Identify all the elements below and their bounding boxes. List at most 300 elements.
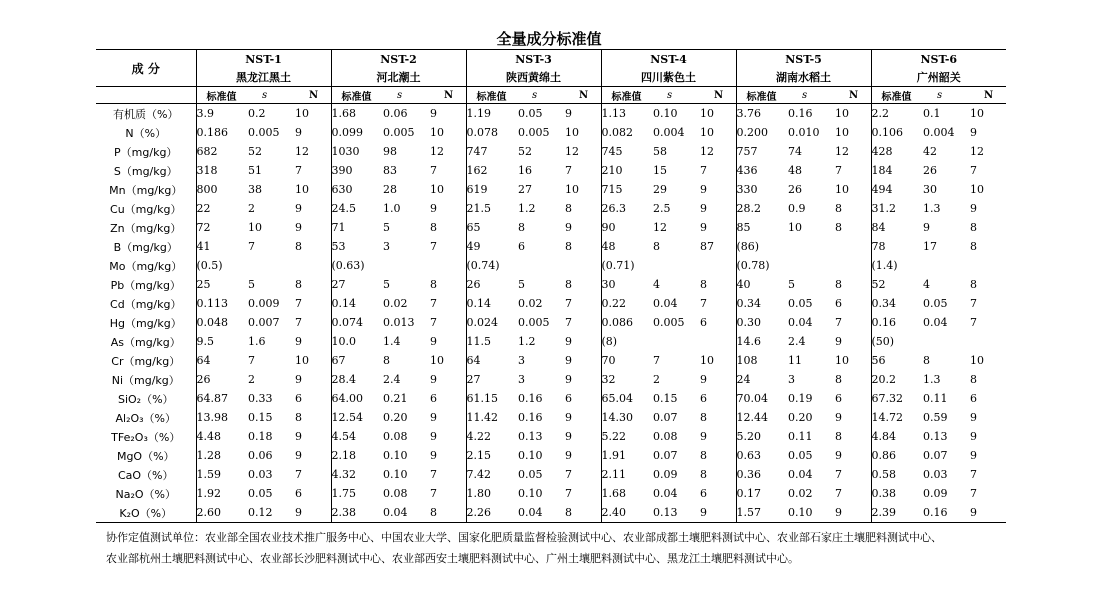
sample-count: 7 bbox=[970, 468, 977, 481]
sample-name-cell bbox=[331, 68, 466, 87]
table-row bbox=[96, 408, 1006, 427]
standard-value: 85 bbox=[736, 218, 788, 237]
std-deviation: 0.33 bbox=[248, 392, 273, 405]
standard-value: 49 bbox=[466, 237, 518, 256]
standard-value: 32 bbox=[601, 370, 653, 389]
std-deviation: 26 bbox=[923, 164, 937, 177]
sample-count: 12 bbox=[700, 145, 714, 158]
sample-count: 9 bbox=[970, 503, 1006, 523]
standard-value: 64 bbox=[466, 351, 518, 370]
sample-name: 四川紫色土 bbox=[641, 71, 696, 84]
sample-count: 7 bbox=[835, 164, 842, 177]
sample-count: 7 bbox=[430, 316, 437, 329]
sample-count: 6 bbox=[295, 392, 302, 405]
std-deviation: 0.1 bbox=[923, 107, 941, 120]
std-deviation: 0.20 bbox=[383, 411, 408, 424]
table-row bbox=[96, 313, 1006, 332]
subheader-standard: 标准值 bbox=[736, 87, 788, 104]
sample-count: 9 bbox=[565, 449, 572, 462]
standard-value: 40 bbox=[736, 275, 788, 294]
blank-subheader bbox=[96, 87, 196, 104]
standard-value: 0.078 bbox=[466, 123, 518, 142]
header-row-subcolumns bbox=[96, 87, 1006, 104]
standard-value: (1.4) bbox=[871, 256, 923, 275]
standard-value: 0.34 bbox=[871, 294, 923, 313]
std-deviation: 0.08 bbox=[383, 487, 408, 500]
standard-value: 747 bbox=[466, 142, 518, 161]
table-row bbox=[96, 351, 1006, 370]
sample-count: 9 bbox=[835, 411, 842, 424]
std-deviation: 0.08 bbox=[383, 430, 408, 443]
std-deviation: 3 bbox=[788, 373, 795, 386]
std-deviation: 0.05 bbox=[248, 487, 273, 500]
std-deviation: 0.13 bbox=[923, 430, 948, 443]
sample-count: 7 bbox=[700, 164, 707, 177]
standard-value: 26 bbox=[466, 275, 518, 294]
sample-count: 9 bbox=[970, 411, 977, 424]
component-name: Pb（mg/kg） bbox=[110, 278, 181, 292]
std-deviation: 0.05 bbox=[518, 468, 543, 481]
footer-line-2: 农业部杭州土壤肥料测试中心、农业部长沙肥料测试中心、农业部西安土壤肥料测试中心、广州土壤肥料测试中心、黑龙江土壤肥料测试中心。 bbox=[106, 552, 799, 565]
std-deviation: 0.05 bbox=[518, 107, 543, 120]
standard-value: 2.18 bbox=[331, 446, 383, 465]
standard-value: 4.48 bbox=[196, 427, 248, 446]
subheader-s: s bbox=[923, 87, 970, 104]
sample-count: 12 bbox=[970, 145, 984, 158]
std-deviation: 3 bbox=[518, 373, 525, 386]
std-deviation: 0.19 bbox=[788, 392, 813, 405]
sample-count: 10 bbox=[970, 354, 984, 367]
sample-name-cell bbox=[196, 68, 331, 87]
std-deviation: 11 bbox=[788, 354, 802, 367]
standard-value: 0.14 bbox=[331, 294, 383, 313]
standard-value: 26.3 bbox=[601, 199, 653, 218]
std-deviation: 30 bbox=[923, 183, 937, 196]
standard-value: 25 bbox=[196, 275, 248, 294]
std-deviation: 0.06 bbox=[248, 449, 273, 462]
std-deviation: 6 bbox=[518, 240, 525, 253]
sample-count: 9 bbox=[835, 503, 871, 523]
std-deviation: 0.004 bbox=[653, 126, 685, 139]
table-row bbox=[96, 427, 1006, 446]
std-deviation bbox=[518, 256, 565, 275]
sample-count: 7 bbox=[295, 297, 302, 310]
sample-count: 10 bbox=[970, 107, 984, 120]
subheader-n: N bbox=[565, 87, 601, 104]
standard-value: 4.84 bbox=[871, 427, 923, 446]
sample-name-cell bbox=[871, 68, 1006, 87]
sample-count: 6 bbox=[700, 316, 707, 329]
standard-value: 21.5 bbox=[466, 199, 518, 218]
sample-count: 9 bbox=[970, 202, 977, 215]
standard-value: 65.04 bbox=[601, 389, 653, 408]
standard-value: 0.082 bbox=[601, 123, 653, 142]
std-deviation: 2.4 bbox=[383, 373, 401, 386]
standard-value: 800 bbox=[196, 180, 248, 199]
std-deviation: 0.10 bbox=[788, 503, 835, 523]
standard-value: 2.39 bbox=[871, 503, 923, 523]
sample-name-cell bbox=[736, 68, 871, 87]
standard-value: 67.32 bbox=[871, 389, 923, 408]
standard-value: 0.17 bbox=[736, 484, 788, 503]
sample-count: 7 bbox=[295, 316, 302, 329]
table-row bbox=[96, 256, 1006, 275]
standard-value: 108 bbox=[736, 351, 788, 370]
standard-value: 0.024 bbox=[466, 313, 518, 332]
standard-value: 4.54 bbox=[331, 427, 383, 446]
sample-name: 湖南水稻土 bbox=[776, 71, 831, 84]
standard-value: 52 bbox=[871, 275, 923, 294]
sample-count: 8 bbox=[835, 430, 842, 443]
std-deviation: 0.16 bbox=[923, 503, 970, 523]
sample-count: 6 bbox=[835, 297, 842, 310]
std-deviation: 52 bbox=[518, 145, 532, 158]
std-deviation: 1.2 bbox=[518, 202, 536, 215]
sample-count: 7 bbox=[970, 164, 977, 177]
standard-value: 0.63 bbox=[736, 446, 788, 465]
standard-value: 2.60 bbox=[196, 503, 248, 523]
std-deviation: 0.04 bbox=[653, 297, 678, 310]
sample-code: NST-4 bbox=[601, 50, 736, 69]
sample-count: 9 bbox=[295, 373, 302, 386]
standard-value: 428 bbox=[871, 142, 923, 161]
std-deviation: 0.005 bbox=[518, 316, 550, 329]
subheader-n: N bbox=[835, 87, 871, 104]
table-row bbox=[96, 199, 1006, 218]
std-deviation: 0.005 bbox=[383, 126, 415, 139]
standard-value: 630 bbox=[331, 180, 383, 199]
standard-value: 4.32 bbox=[331, 465, 383, 484]
sample-count: 12 bbox=[565, 145, 579, 158]
sample-count: 9 bbox=[295, 221, 302, 234]
sample-count: 7 bbox=[835, 487, 842, 500]
standard-value: 390 bbox=[331, 161, 383, 180]
sample-count: 9 bbox=[295, 335, 302, 348]
std-deviation: 0.11 bbox=[788, 430, 813, 443]
standard-value: 162 bbox=[466, 161, 518, 180]
sample-count: 10 bbox=[970, 183, 984, 196]
std-deviation bbox=[383, 256, 430, 275]
standard-value: 14.30 bbox=[601, 408, 653, 427]
standard-value: 14.72 bbox=[871, 408, 923, 427]
sample-count: 9 bbox=[565, 221, 572, 234]
standard-value: 13.98 bbox=[196, 408, 248, 427]
std-deviation: 0.07 bbox=[653, 411, 678, 424]
sample-count: 10 bbox=[835, 354, 849, 367]
standard-value: 0.074 bbox=[331, 313, 383, 332]
standard-value: 494 bbox=[871, 180, 923, 199]
sample-count: 10 bbox=[835, 183, 849, 196]
table-row bbox=[96, 161, 1006, 180]
sample-count: 9 bbox=[700, 430, 707, 443]
std-deviation: 0.02 bbox=[788, 487, 813, 500]
sample-count: 7 bbox=[430, 468, 437, 481]
table-row bbox=[96, 142, 1006, 161]
std-deviation: 0.08 bbox=[653, 430, 678, 443]
std-deviation bbox=[788, 256, 835, 275]
standard-value: 330 bbox=[736, 180, 788, 199]
standard-value: 64.87 bbox=[196, 389, 248, 408]
subheader-standard: 标准值 bbox=[466, 87, 518, 104]
standard-value: 210 bbox=[601, 161, 653, 180]
table-row bbox=[96, 294, 1006, 313]
sample-name-cell bbox=[466, 68, 601, 87]
standard-value: 12.44 bbox=[736, 408, 788, 427]
component-name: Hg（mg/kg） bbox=[109, 316, 182, 330]
std-deviation: 0.15 bbox=[653, 392, 678, 405]
std-deviation: 0.005 bbox=[518, 126, 550, 139]
subheader-s: s bbox=[518, 87, 565, 104]
std-deviation: 58 bbox=[653, 145, 667, 158]
std-deviation: 15 bbox=[653, 164, 667, 177]
std-deviation: 0.9 bbox=[788, 202, 806, 215]
sample-count: 9 bbox=[970, 126, 977, 139]
sample-count: 12 bbox=[430, 145, 444, 158]
table-row bbox=[96, 218, 1006, 237]
table-row bbox=[96, 123, 1006, 142]
std-deviation: 0.18 bbox=[248, 430, 273, 443]
component-name: Cu（mg/kg） bbox=[110, 202, 182, 216]
subheader-standard: 标准值 bbox=[331, 87, 383, 104]
std-deviation: 0.10 bbox=[518, 449, 543, 462]
table-row bbox=[96, 104, 1006, 124]
table-row bbox=[96, 446, 1006, 465]
component-name: Zn（mg/kg） bbox=[110, 221, 182, 235]
standard-value: 24 bbox=[736, 370, 788, 389]
std-deviation: 0.09 bbox=[653, 468, 678, 481]
component-name: 有机质（%） bbox=[113, 107, 179, 121]
std-deviation: 2 bbox=[248, 202, 255, 215]
standard-value: 0.16 bbox=[871, 313, 923, 332]
std-deviation: 0.10 bbox=[383, 449, 408, 462]
standard-value: 0.099 bbox=[331, 123, 383, 142]
std-deviation: 0.03 bbox=[248, 468, 273, 481]
std-deviation: 28 bbox=[383, 183, 397, 196]
sample-count: 9 bbox=[430, 430, 437, 443]
sample-count: 7 bbox=[295, 164, 302, 177]
standard-value: 3.9 bbox=[196, 104, 248, 124]
standard-value: 70.04 bbox=[736, 389, 788, 408]
sample-count: 9 bbox=[565, 354, 572, 367]
standard-value: (8) bbox=[601, 332, 653, 351]
standard-value: 3.76 bbox=[736, 104, 788, 124]
sample-count: 10 bbox=[430, 183, 444, 196]
std-deviation: 0.20 bbox=[788, 411, 813, 424]
sample-count: 7 bbox=[430, 240, 437, 253]
sample-count: 10 bbox=[430, 354, 444, 367]
standard-value: 53 bbox=[331, 237, 383, 256]
sample-count: 10 bbox=[700, 126, 714, 139]
standard-value: 619 bbox=[466, 180, 518, 199]
sample-count: 8 bbox=[295, 278, 302, 291]
standard-value: 64 bbox=[196, 351, 248, 370]
sample-count: 9 bbox=[700, 373, 707, 386]
sample-count bbox=[835, 237, 871, 256]
standard-value: 0.14 bbox=[466, 294, 518, 313]
sample-count: 7 bbox=[565, 316, 572, 329]
standard-value: (0.63) bbox=[331, 256, 383, 275]
table-row bbox=[96, 484, 1006, 503]
standard-value: 31.2 bbox=[871, 199, 923, 218]
standard-value: 0.30 bbox=[736, 313, 788, 332]
std-deviation bbox=[248, 256, 295, 275]
standard-value: 24.5 bbox=[331, 199, 383, 218]
sample-count: 9 bbox=[565, 335, 572, 348]
standard-value: 1.19 bbox=[466, 104, 518, 124]
table-row bbox=[96, 465, 1006, 484]
sample-code: NST-2 bbox=[331, 50, 466, 69]
standard-value: 1.13 bbox=[601, 104, 653, 124]
standard-value: 28.4 bbox=[331, 370, 383, 389]
standard-value: 184 bbox=[871, 161, 923, 180]
sample-count: 9 bbox=[430, 107, 437, 120]
std-deviation: 0.10 bbox=[653, 107, 678, 120]
sample-count: 7 bbox=[565, 164, 572, 177]
sample-count: 9 bbox=[430, 373, 437, 386]
standard-value: 56 bbox=[871, 351, 923, 370]
std-deviation: 0.07 bbox=[653, 449, 678, 462]
std-deviation: 0.06 bbox=[383, 107, 408, 120]
standard-value: 1.75 bbox=[331, 484, 383, 503]
std-deviation: 0.05 bbox=[923, 297, 948, 310]
sample-count: 87 bbox=[700, 240, 714, 253]
standard-value: 0.048 bbox=[196, 313, 248, 332]
standard-value: 65 bbox=[466, 218, 518, 237]
subheader-standard: 标准值 bbox=[871, 87, 923, 104]
subheader-n: N bbox=[970, 87, 1006, 104]
standard-value: 41 bbox=[196, 237, 248, 256]
sample-name-cell bbox=[601, 68, 736, 87]
std-deviation: 0.04 bbox=[653, 487, 678, 500]
standard-value: 71 bbox=[331, 218, 383, 237]
std-deviation: 0.004 bbox=[923, 126, 955, 139]
std-deviation: 12 bbox=[653, 221, 667, 234]
std-deviation: 0.009 bbox=[248, 297, 280, 310]
std-deviation: 5 bbox=[518, 278, 525, 291]
component-name: K₂O（%） bbox=[96, 503, 196, 523]
standard-value: 12.54 bbox=[331, 408, 383, 427]
sample-count: 8 bbox=[565, 240, 572, 253]
std-deviation: 2 bbox=[653, 373, 660, 386]
standard-value: 2.11 bbox=[601, 465, 653, 484]
std-deviation: 1.4 bbox=[383, 335, 401, 348]
std-deviation: 8 bbox=[518, 221, 525, 234]
std-deviation: 8 bbox=[383, 354, 390, 367]
std-deviation: 0.05 bbox=[788, 297, 813, 310]
std-deviation: 7 bbox=[653, 354, 660, 367]
sample-name: 河北潮土 bbox=[376, 71, 421, 84]
sample-count: 10 bbox=[700, 107, 714, 120]
sample-count: 8 bbox=[430, 278, 437, 291]
std-deviation: 0.010 bbox=[788, 126, 820, 139]
std-deviation bbox=[653, 256, 700, 275]
component-name: B（mg/kg） bbox=[113, 240, 178, 254]
component-name: MgO（%） bbox=[116, 449, 175, 463]
sample-code: NST-6 bbox=[871, 50, 1006, 69]
sample-count: 10 bbox=[295, 183, 309, 196]
standard-value: 2.26 bbox=[466, 503, 518, 523]
subheader-n: N bbox=[430, 87, 466, 104]
sample-count: 9 bbox=[430, 449, 437, 462]
standard-value: 2.2 bbox=[871, 104, 923, 124]
sample-count: 7 bbox=[700, 297, 707, 310]
sample-count: 7 bbox=[430, 297, 437, 310]
standard-values-table bbox=[96, 49, 1006, 523]
sample-name: 黑龙江黑土 bbox=[236, 71, 291, 84]
standard-value: 0.58 bbox=[871, 465, 923, 484]
standard-value: 0.113 bbox=[196, 294, 248, 313]
std-deviation: 0.005 bbox=[248, 126, 280, 139]
standard-value: 318 bbox=[196, 161, 248, 180]
std-deviation: 16 bbox=[518, 164, 532, 177]
sample-count: 8 bbox=[700, 468, 707, 481]
standard-value: 72 bbox=[196, 218, 248, 237]
standard-value: 7.42 bbox=[466, 465, 518, 484]
component-name: S（mg/kg） bbox=[113, 164, 178, 178]
std-deviation: 2 bbox=[248, 373, 255, 386]
std-deviation: 74 bbox=[788, 145, 802, 158]
standard-value: 14.6 bbox=[736, 332, 788, 351]
sample-count: 6 bbox=[700, 487, 707, 500]
sample-count: 8 bbox=[700, 278, 707, 291]
std-deviation: 0.13 bbox=[653, 503, 700, 523]
table-row bbox=[96, 370, 1006, 389]
sample-count: 9 bbox=[700, 202, 707, 215]
std-deviation: 17 bbox=[923, 240, 937, 253]
standard-value: 27 bbox=[331, 275, 383, 294]
standard-value: 30 bbox=[601, 275, 653, 294]
sample-count: 7 bbox=[565, 297, 572, 310]
subheader-s: s bbox=[383, 87, 430, 104]
standard-value: 757 bbox=[736, 142, 788, 161]
subheader-n: N bbox=[295, 87, 331, 104]
sample-count: 9 bbox=[430, 202, 437, 215]
sample-code: NST-3 bbox=[466, 50, 601, 69]
sample-count: 10 bbox=[295, 107, 309, 120]
standard-value: 0.86 bbox=[871, 446, 923, 465]
std-deviation: 0.04 bbox=[923, 316, 948, 329]
std-deviation: 2.5 bbox=[653, 202, 671, 215]
sample-count: 10 bbox=[430, 126, 444, 139]
sample-count: 9 bbox=[565, 411, 572, 424]
standard-value: 1.28 bbox=[196, 446, 248, 465]
std-deviation bbox=[653, 332, 700, 351]
std-deviation: 52 bbox=[248, 145, 262, 158]
sample-count: 7 bbox=[970, 316, 977, 329]
sample-count: 9 bbox=[295, 503, 331, 523]
sample-count: 10 bbox=[565, 183, 579, 196]
std-deviation: 0.04 bbox=[788, 316, 813, 329]
sample-count: 8 bbox=[835, 202, 842, 215]
sample-count: 9 bbox=[295, 202, 302, 215]
sample-count: 9 bbox=[970, 449, 977, 462]
subheader-n: N bbox=[700, 87, 736, 104]
component-name: Na₂O（%） bbox=[115, 487, 176, 501]
sample-count: 10 bbox=[700, 354, 714, 367]
std-deviation: 0.02 bbox=[383, 297, 408, 310]
sample-count: 9 bbox=[295, 430, 302, 443]
standard-value: (50) bbox=[871, 332, 923, 351]
sample-code: NST-5 bbox=[736, 50, 871, 69]
table-row bbox=[96, 389, 1006, 408]
standard-value: 11.5 bbox=[466, 332, 518, 351]
sample-count: 6 bbox=[295, 487, 302, 500]
std-deviation: 4 bbox=[653, 278, 660, 291]
sample-count: 8 bbox=[295, 240, 302, 253]
standard-value: 67 bbox=[331, 351, 383, 370]
sample-count bbox=[700, 256, 736, 275]
std-deviation: 9 bbox=[923, 221, 930, 234]
